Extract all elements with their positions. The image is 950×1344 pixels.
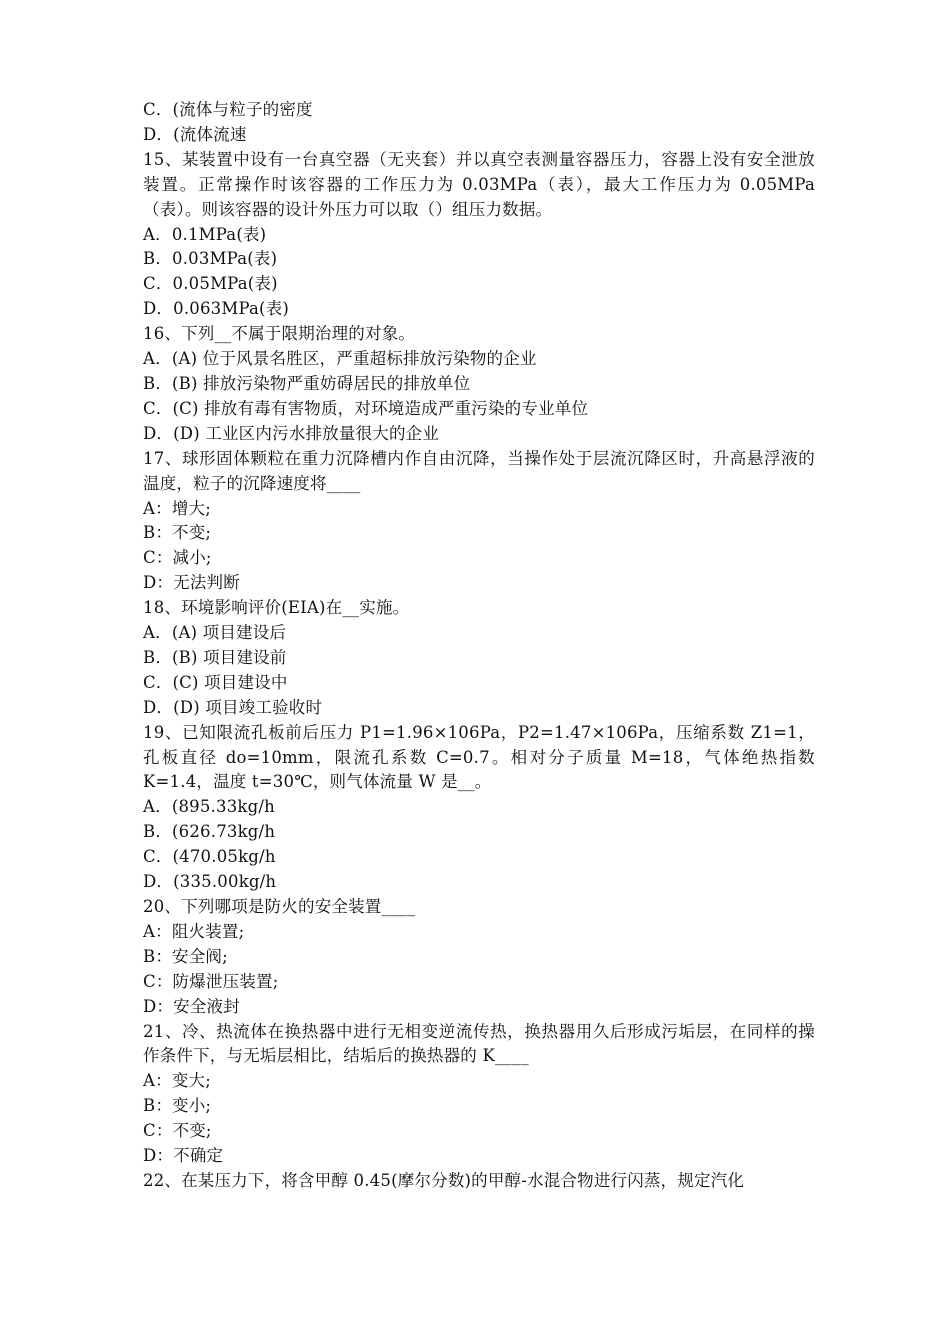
option-text: B：安全阀;	[143, 946, 228, 966]
option-text: C．(流体与粒子的密度	[143, 100, 313, 119]
option-text: C：减小;	[143, 548, 212, 568]
option-text: C．(470.05kg/h	[143, 847, 276, 867]
question-text: 20、下列哪项是防火的安全装置____	[143, 897, 416, 916]
question-text: 18、环境影响评价(EIA)在__实施。	[143, 598, 410, 618]
option-text: C．(C) 排放有毒有害物质，对环境造成严重污染的专业单位	[143, 398, 589, 418]
question-text: 17、球形固体颗粒在重力沉降槽内作自由沉降，当操作处于层流沉降区时，升高悬浮液的温度，粒子的沉降速度将____	[143, 448, 815, 493]
option-text: D．(D) 工业区内污水排放量很大的企业	[143, 423, 440, 443]
option-text: B：不变;	[143, 523, 212, 543]
option-text: D．(335.00kg/h	[143, 872, 277, 892]
option-text: D：不确定	[143, 1146, 224, 1166]
option-text: B．0.03MPa(表)	[143, 249, 278, 269]
option-text: A．0.1MPa(表)	[143, 224, 267, 244]
question-text: 16、下列__不属于限期治理的对象。	[143, 324, 416, 344]
question-text: 15、某装置中设有一台真空器（无夹套）并以真空表测量容器压力，容器上没有安全泄放装置。正常操作时该容器的工作压力为 0.03MPa（表），最大工作压力为 0.05MPa（表）。则该容器的设计外压力可以取（）组压力数据。	[143, 149, 815, 219]
option-text: B：变小;	[143, 1096, 212, 1116]
option-text: D．0.063MPa(表)	[143, 299, 290, 319]
option-text: C：防爆泄压装置;	[143, 971, 279, 991]
option-text: D：无法判断	[143, 573, 240, 593]
option-text: B．(B) 项目建设前	[143, 647, 287, 667]
option-text: A：阻火装置;	[143, 921, 245, 941]
option-text: C．0.05MPa(表)	[143, 274, 278, 294]
question-text: 21、冷、热流体在换热器中进行无相变逆流传热，换热器用久后形成污垢层，在同样的操作条件下，与无垢层相比，结垢后的换热器的 K____	[143, 1021, 815, 1066]
option-text: A：增大;	[143, 498, 211, 518]
document-page	[143, 98, 815, 1194]
option-text: C．(C) 项目建设中	[143, 672, 288, 692]
option-text: B．(626.73kg/h	[143, 822, 276, 842]
option-text: D．(流体流速	[143, 124, 247, 144]
option-text: D：安全液封	[143, 996, 240, 1016]
question-text: 22、在某压力下，将含甲醇 0.45(摩尔分数)的甲醇-水混合物进行闪蒸，规定汽化	[143, 1170, 745, 1190]
option-text: A．(A) 位于风景名胜区，严重超标排放污染物的企业	[143, 349, 537, 369]
option-text: A．(A) 项目建设后	[143, 623, 287, 643]
option-text: B．(B) 排放污染物严重妨碍居民的排放单位	[143, 373, 471, 393]
option-text: A：变大;	[143, 1071, 211, 1091]
option-text: A．(895.33kg/h	[143, 797, 275, 817]
option-text: D．(D) 项目竣工验收时	[143, 697, 323, 717]
option-text: C：不变;	[143, 1121, 212, 1141]
question-text: 19、已知限流孔板前后压力 P1=1.96×106Pa，P2=1.47×106Pa，压缩系数 Z1=1，孔板直径 do=10mm，限流孔系数 C=0.7。相对分子质量 M=18，气体绝热指数 K=1.4，温度 t=30℃，则气体流量 W 是__。	[143, 722, 815, 792]
